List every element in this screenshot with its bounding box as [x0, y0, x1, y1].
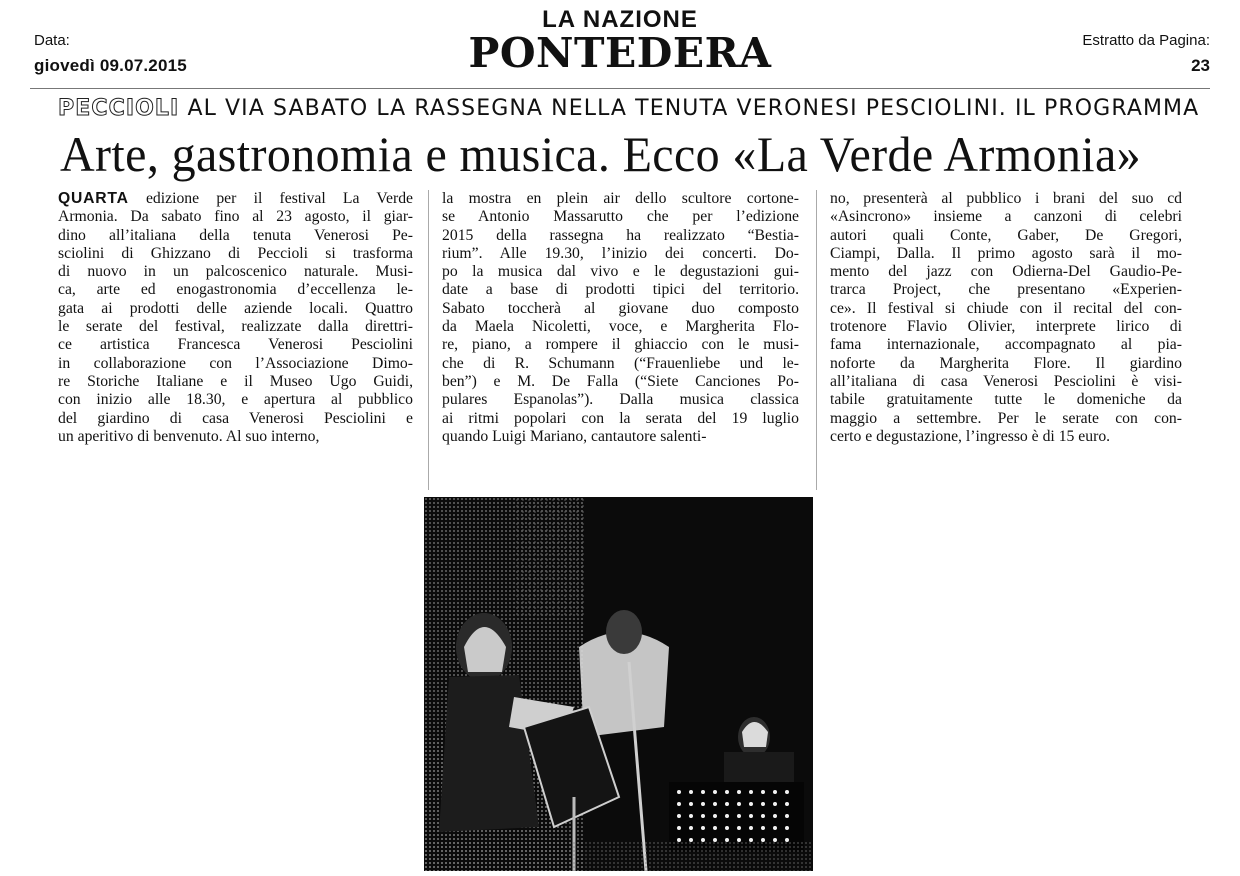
stand-hole: [761, 790, 765, 794]
stand-hole: [713, 802, 717, 806]
stand-hole: [749, 826, 753, 830]
stand-hole: [749, 790, 753, 794]
article-lead-line: [58, 190, 413, 208]
article-text-line: re Storiche Italiane e il Museo Ugo Guidi,: [58, 372, 413, 390]
stand-hole: [701, 802, 705, 806]
stand-hole: [749, 838, 753, 842]
stand-hole: [677, 814, 681, 818]
stand-hole: [737, 814, 741, 818]
article-text-line: ce». Il festival si chiude con il recital del con-: [830, 299, 1182, 317]
article-text-line: Ciampi, Dalla. Il primo agosto sarà il mo-: [830, 244, 1182, 262]
article-column-3: [830, 190, 1182, 446]
article-text-line: re, piano, a rompere il ghiaccio con le musi-: [442, 336, 799, 354]
column-divider: [428, 190, 429, 490]
article-text-line: pulares Espanolas”). Dalla musica classica: [442, 391, 799, 409]
article-text-line: ai ritmi popolari con la serata del 19 luglio: [442, 409, 799, 427]
stand-hole: [689, 802, 693, 806]
article-text-line: che di R. Schumann (“Frauenliebe und le-: [442, 354, 799, 372]
stand-hole: [749, 814, 753, 818]
article-text-line: maggio a settembre. Per le serate con con-: [830, 409, 1182, 427]
publication-date: giovedì 09.07.2015: [34, 56, 187, 75]
stand-hole: [773, 790, 777, 794]
article-text-line: se Antonio Massarutto che per l’edizione: [442, 208, 799, 226]
stand-hole: [701, 814, 705, 818]
stand-hole: [701, 838, 705, 842]
article-column-2: [442, 190, 799, 446]
stand-hole: [749, 802, 753, 806]
stand-hole: [725, 826, 729, 830]
kicker-place: PECCIOLI: [58, 96, 180, 121]
article-text-line: no, presenterà al pubblico i brani del suo cd: [830, 190, 1182, 207]
stand-hole: [785, 790, 789, 794]
article-text-line: la mostra en plein air dello scultore cortone-: [442, 190, 799, 207]
article-text-line: da Maela Nicoletti, voce, e Margherita Flo-: [442, 318, 799, 336]
extract-page-label: Estratto da Pagina:: [1082, 32, 1210, 49]
stand-hole: [761, 802, 765, 806]
article-text-line: trarca Project, che presentano «Experien-: [830, 281, 1182, 299]
stand-hole: [737, 838, 741, 842]
stand-hole: [725, 790, 729, 794]
article-text-line: ca, arte ed enogastronomia d’eccellenza le-: [58, 281, 413, 299]
article-text-line: Sabato toccherà al giovane duo composto: [442, 299, 799, 317]
article-text-line: tabile gratuitamente tutte le domeniche da: [830, 391, 1182, 409]
stand-hole: [761, 838, 765, 842]
page-number: 23: [1191, 56, 1210, 75]
stand-hole: [713, 838, 717, 842]
article-text-line: ce artistica Francesca Venerosi Pesciolini: [58, 336, 413, 354]
stand-hole: [785, 814, 789, 818]
stand-hole: [725, 838, 729, 842]
kicker-text: AL VIA SABATO LA RASSEGNA NELLA TENUTA VERONESI PESCIOLINI. IL PROGRAMMA: [187, 96, 1200, 121]
stand-hole: [761, 826, 765, 830]
article-text-line: po la musica dal vivo e le degustazioni gui-: [442, 263, 799, 281]
article-text-line: gata ai prodotti delle aziende locali. Quattro: [58, 299, 413, 317]
masthead-edition-name: PONTEDERA: [468, 29, 772, 77]
stand-hole: [689, 790, 693, 794]
article-text-line: sciolini di Ghizzano di Peccioli si trasforma: [58, 244, 413, 262]
article-text-line: date a base di prodotti tipici del territorio.: [442, 281, 799, 299]
article-column-1: [58, 190, 413, 446]
stand-hole: [773, 814, 777, 818]
column-divider: [816, 190, 817, 490]
stand-hole: [677, 826, 681, 830]
stand-hole: [677, 790, 681, 794]
stand-hole: [773, 826, 777, 830]
article-text-line: mento del jazz con Odierna-Del Gaudio-Pe-: [830, 263, 1182, 281]
doorway-light: [514, 497, 584, 617]
article-text-line: trotenore Flavio Olivier, interprete lirico di: [830, 318, 1182, 336]
stand-hole: [689, 826, 693, 830]
stand-hole: [725, 814, 729, 818]
stand-hole: [713, 814, 717, 818]
performer-head: [606, 610, 642, 654]
article-text-line: autori quali Conte, Gaber, De Gregori,: [830, 226, 1182, 244]
stand-hole: [701, 790, 705, 794]
stand-hole: [785, 838, 789, 842]
article-text-line: quando Luigi Mariano, cantautore salenti-: [442, 427, 707, 445]
article-text-line: con inizio alle 18.30, e apertura al pubblico: [58, 391, 413, 409]
stand-hole: [761, 814, 765, 818]
stand-hole: [737, 790, 741, 794]
article-text-line: di nuovo in un palcoscenico naturale. Musi-: [58, 263, 413, 281]
article-text-line: Armonia. Da sabato fino al 23 agosto, il giar-: [58, 208, 413, 226]
photo-floor: [424, 842, 813, 871]
article-kicker: [58, 96, 1218, 121]
stand-hole: [689, 838, 693, 842]
stand-hole: [713, 826, 717, 830]
article-text-line: all’italiana di casa Venerosi Pesciolini è visi-: [830, 372, 1182, 390]
stand-hole: [689, 814, 693, 818]
stand-hole: [725, 802, 729, 806]
article-text-line: 2015 della rassegna ha realizzato “Bestia-: [442, 226, 799, 244]
article-text-line: fama internazionale, accompagnato al pia-: [830, 336, 1182, 354]
article-text-line: dino all’italiana della tenuta Venerosi Pe-: [58, 226, 413, 244]
lead-word: QUARTA: [58, 190, 129, 207]
article-headline: Arte, gastronomia e musica. Ecco «La Verde Armonia»: [60, 126, 1142, 182]
stand-hole: [773, 838, 777, 842]
stand-hole: [737, 802, 741, 806]
stand-hole: [677, 838, 681, 842]
top-divider: [30, 88, 1210, 89]
stand-hole: [773, 802, 777, 806]
stand-hole: [713, 790, 717, 794]
stand-hole: [677, 802, 681, 806]
article-text-line: noforte da Margherita Flore. Il giardino: [830, 354, 1182, 372]
stand-hole: [785, 802, 789, 806]
masthead-newspaper-name: LA NAZIONE: [542, 6, 698, 33]
article-text-line: ben”) e M. De Falla (“Siete Canciones Po-: [442, 372, 799, 390]
article-text-line: le serate del festival, realizzate dalla direttri-: [58, 318, 413, 336]
article-text-line: un aperitivo di benvenuto. Al suo interno,: [58, 427, 320, 445]
article-text-line: rium”. Alle 19.30, l’inizio dei concerti. Do-: [442, 244, 799, 262]
lead-line-rest: edizione per il festival La Verde: [128, 190, 413, 207]
concert-photo: [424, 497, 813, 871]
date-label: Data:: [34, 32, 70, 49]
stand-hole: [785, 826, 789, 830]
stand-hole: [701, 826, 705, 830]
stand-hole: [737, 826, 741, 830]
article-text-line: in collaborazione con l’Associazione Dimo-: [58, 354, 413, 372]
concert-photo-image: [424, 497, 813, 871]
article-text-line: «Asincrono» insieme a canzoni di celebri: [830, 208, 1182, 226]
article-text-line: certo e degustazione, l’ingresso è di 15 euro.: [830, 427, 1111, 445]
article-text-line: del giardino di casa Venerosi Pesciolini e: [58, 409, 413, 427]
